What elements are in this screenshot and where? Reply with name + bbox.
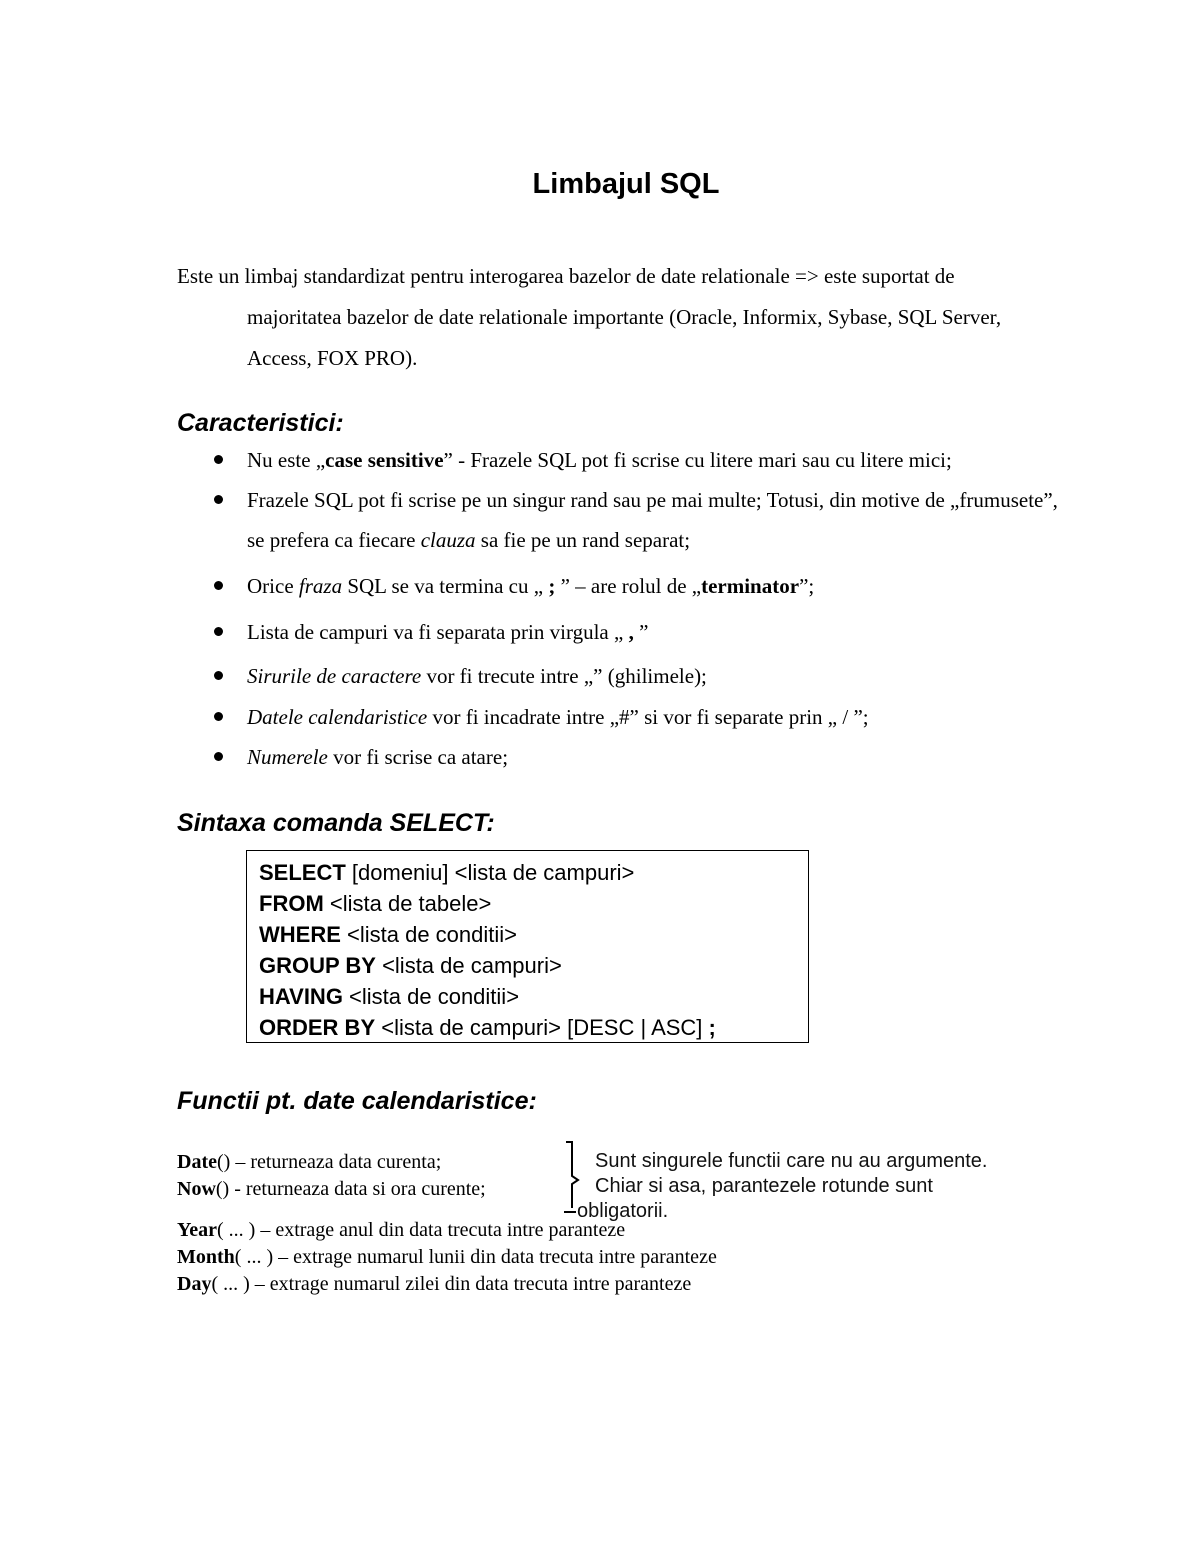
intro-first-line: Este un limbaj standardizat pentru interogarea bazelor de date relationale => este suportat de — [177, 264, 955, 288]
bullet-icon — [214, 752, 223, 761]
intro-continuation: majoritatea bazelor de date relationale importante (Oracle, Informix, Sybase, SQL Server, Access, FOX PRO). — [247, 305, 1002, 370]
sql-select-line: SELECT [domeniu] <lista de campuri> — [259, 860, 635, 885]
sql-where-line: WHERE <lista de conditii> — [259, 922, 517, 947]
sql-syntax-box — [246, 850, 809, 1043]
heading-functii: Functii pt. date calendaristice: — [177, 1087, 537, 1115]
bullet-icon — [214, 712, 223, 721]
bullet-icon — [214, 495, 223, 504]
list-item: Sirurile de caractere vor fi trecute intre „” (ghilimele); — [214, 656, 1074, 696]
bullet-icon — [214, 627, 223, 636]
function-month: Month( ... ) – extrage numarul lunii din data trecuta intre paranteze — [177, 1246, 717, 1268]
function-year: Year( ... ) – extrage anul din data trecuta intre paranteze — [177, 1219, 626, 1241]
bullet-icon — [214, 671, 223, 680]
list-item: Nu este „case sensitive” - Frazele SQL pot fi scrise cu litere mari sau cu litere mici; — [214, 440, 1074, 480]
page-title: Limbajul SQL — [532, 168, 720, 200]
heading-sintaxa: Sintaxa comanda SELECT: — [177, 809, 495, 837]
list-item: Numerele vor fi scrise ca atare; — [214, 737, 1074, 777]
function-date: Date() – returneaza data curenta; — [177, 1151, 442, 1173]
list-item: Datele calendaristice vor fi incadrate intre „#” si vor fi separate prin „ / ”; — [214, 697, 1074, 737]
list-item: Frazele SQL pot fi scrise pe un singur rand sau pe mai multe; Totusi, din motive de „frumusete”, se prefera ca fiecare clauza sa fie pe un rand separat; — [214, 480, 1074, 560]
sql-having-line: HAVING <lista de conditii> — [259, 984, 520, 1009]
list-item: Lista de campuri va fi separata prin virgula „ , ” — [214, 612, 1074, 652]
intro-paragraph — [177, 256, 1077, 379]
bullet-icon — [214, 455, 223, 464]
function-now: Now() - returneaza data si ora curente; — [177, 1178, 486, 1200]
list-item: Orice fraza SQL se va termina cu „ ; ” – are rolul de „terminator”; — [214, 566, 1074, 606]
sql-orderby-line: ORDER BY <lista de campuri> [DESC | ASC] ; — [259, 1015, 716, 1040]
sql-groupby-line: GROUP BY <lista de campuri> — [259, 953, 562, 978]
function-day: Day( ... ) – extrage numarul zilei din data trecuta intre paranteze — [177, 1273, 692, 1295]
bullet-icon — [214, 581, 223, 590]
sql-from-line: FROM <lista de tabele> — [259, 891, 492, 916]
heading-caracteristici: Caracteristici: — [177, 409, 344, 437]
annotation-note: Sunt singurele functii care nu au argumente. Chiar si asa, parantezele rotunde sunt obligatorii. — [577, 1150, 988, 1222]
